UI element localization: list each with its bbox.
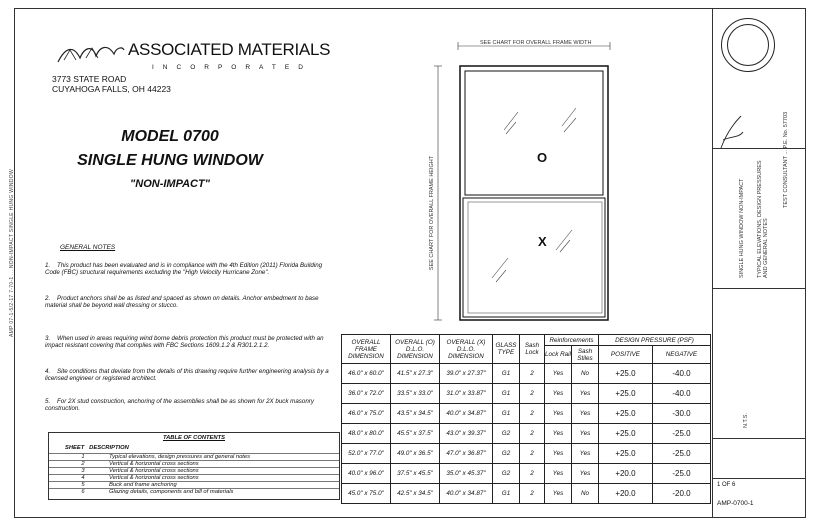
tb-description: TYPICAL ELEVATIONS, DESIGN PRESSURES AND GENERAL NOTES — [757, 160, 769, 278]
cell-stiles: No — [572, 364, 599, 384]
cell-neg: -25.0 — [652, 424, 710, 444]
table-row — [342, 404, 711, 424]
window-frame — [460, 66, 608, 320]
cell-pos: +25.0 — [599, 424, 653, 444]
cell-pos: +25.0 — [599, 404, 653, 424]
note-5: 5. For 2X stud construction, anchoring of the assemblies shall be as shown for 2X buck masonry construction. — [45, 398, 314, 413]
col-design-pressure: DESIGN PRESSURE (PSF) — [599, 335, 711, 346]
toc-row: 3 Vertical & horizontal cross sections — [49, 467, 339, 475]
general-notes-heading: GENERAL NOTES — [60, 244, 116, 251]
product-title: SINGLE HUNG WINDOW — [77, 152, 263, 169]
cell-x: 39.0" x 27.37" — [440, 364, 493, 384]
left-margin-text: AMP 07-1-5/2-17 7-70-1 ... NON-IMPACT SINGLE HUNG WINDOW — [9, 169, 15, 337]
col-frame-dim: OVERALL FRAME DIMENSION — [342, 335, 391, 364]
dim-height-label: SEE CHART FOR OVERALL FRAME HEIGHT — [429, 155, 436, 271]
cell-stiles: Yes — [572, 424, 599, 444]
col-lock: Sash Lock — [520, 335, 545, 364]
note-2: 2. Product anchors shall be as listed and spaced as shown on details. Anchor embedment to base material shall be beyond wall dressing or stucco. — [45, 295, 319, 310]
cell-lock: 2 — [520, 464, 545, 484]
table-row — [342, 484, 711, 504]
toc-row: 2 Vertical & horizontal cross sections — [49, 460, 339, 468]
upper-sash-label: O — [537, 150, 548, 165]
cell-dim: 45.0" x 75.0" — [342, 484, 391, 504]
cell-neg: -30.0 — [652, 404, 710, 424]
col-glass: GLASS TYPE — [493, 335, 520, 364]
col-dlo-x: OVERALL (X) D.L.O. DIMENSION — [440, 335, 493, 364]
toc-header: SHEET DESCRIPTION — [65, 445, 129, 451]
address-line-2: CUYAHOGA FALLS, OH 44223 — [52, 84, 171, 94]
cell-rail: Yes — [545, 384, 572, 404]
cell-x: 43.0" x 39.37" — [440, 424, 493, 444]
cell-stiles: Yes — [572, 404, 599, 424]
note-1: 1. This product has been evaluated and is in compliance with the 4th Edition (2011) Florida Building Code (FBC) structural requirements excluding the "High Velocity Hurricane Zone". — [45, 262, 323, 277]
note-4: 4. Site conditions that deviate from the details of this drawing require further engineering analysis by a licensed engineer or registered architect. — [45, 368, 329, 383]
cell-rail: Yes — [545, 464, 572, 484]
cell-o: 41.5" x 27.3" — [391, 364, 440, 384]
cell-rail: Yes — [545, 444, 572, 464]
cell-o: 45.5" x 37.5" — [391, 424, 440, 444]
cell-dim: 46.0" x 60.0" — [342, 364, 391, 384]
impact-rating: "NON-IMPACT" — [130, 178, 210, 190]
cell-pos: +20.0 — [599, 484, 653, 504]
cell-x: 47.0" x 36.87" — [440, 444, 493, 464]
cell-x: 40.0" x 34.87" — [440, 404, 493, 424]
toc-row: 5 Buck and frame anchoring — [49, 481, 339, 489]
address-line-1: 3773 STATE ROAD — [52, 74, 127, 84]
cell-stiles: Yes — [572, 464, 599, 484]
toc-title: TABLE OF CONTENTS — [162, 435, 226, 441]
cell-neg: -40.0 — [652, 364, 710, 384]
company-name: ASSOCIATED MATERIALS — [128, 40, 331, 59]
cell-lock: 2 — [520, 444, 545, 464]
cell-stiles: Yes — [572, 444, 599, 464]
company-address — [52, 74, 171, 94]
company-incorporated: INCORPORATED — [152, 64, 312, 71]
engineer-signature-icon — [717, 112, 747, 152]
cell-rail: Yes — [545, 364, 572, 384]
table-row — [342, 464, 711, 484]
company-logo-icon — [56, 40, 126, 66]
cell-dim: 36.0" x 72.0" — [342, 384, 391, 404]
cell-lock: 2 — [520, 364, 545, 384]
cell-glass: G1 — [493, 404, 520, 424]
tb-product: SINGLE HUNG WINDOW NON-IMPACT — [739, 178, 745, 278]
toc-row: 6 Glazing details, components and bill of materials — [49, 488, 339, 496]
table-row — [342, 364, 711, 384]
cell-neg: -40.0 — [652, 384, 710, 404]
col-positive: POSITIVE — [599, 346, 653, 364]
cell-rail: Yes — [545, 484, 572, 504]
table-row — [342, 384, 711, 404]
tb-scale: N.T.S. — [743, 413, 749, 428]
title-block — [712, 8, 806, 518]
col-lock-rail: Lock Rail — [545, 346, 572, 364]
cell-glass: G1 — [493, 364, 520, 384]
cell-o: 42.5" x 34.5" — [391, 484, 440, 504]
col-negative: NEGATIVE — [652, 346, 710, 364]
cell-glass: G2 — [493, 444, 520, 464]
cell-o: 33.5" x 33.0" — [391, 384, 440, 404]
col-reinforcements: Reinforcements — [545, 335, 599, 346]
tb-drawing-number: AMP-0700-1 — [717, 500, 754, 507]
lower-sash — [463, 198, 605, 317]
window-elevation — [430, 38, 620, 328]
col-dlo-o: OVERALL (O) D.L.O. DIMENSION — [391, 335, 440, 364]
table-row — [342, 444, 711, 464]
toc-row: 1 Typical elevations, design pressures and general notes — [49, 453, 339, 461]
cell-rail: Yes — [545, 404, 572, 424]
dim-width-label: SEE CHART FOR OVERALL FRAME WIDTH — [480, 40, 592, 46]
cell-dim: 46.0" x 75.0" — [342, 404, 391, 424]
cell-pos: +20.0 — [599, 464, 653, 484]
cell-o: 37.5" x 45.5" — [391, 464, 440, 484]
cell-x: 35.0" x 45.37" — [440, 464, 493, 484]
cell-x: 40.0" x 34.87" — [440, 484, 493, 504]
cell-neg: -25.0 — [652, 464, 710, 484]
lower-sash-label: X — [538, 234, 547, 249]
cell-glass: G2 — [493, 464, 520, 484]
tb-engineer: TEST CONSULTANT ... P.E. No. 57703 — [783, 111, 789, 208]
model-title: MODEL 0700 — [121, 128, 219, 145]
cell-o: 49.0" x 36.5" — [391, 444, 440, 464]
cell-glass: G1 — [493, 484, 520, 504]
cell-dim: 40.0" x 96.0" — [342, 464, 391, 484]
cell-lock: 2 — [520, 424, 545, 444]
cell-stiles: No — [572, 484, 599, 504]
upper-sash — [465, 71, 603, 195]
tb-sheet: 1 OF 6 — [717, 482, 736, 488]
cell-glass: G1 — [493, 384, 520, 404]
cell-dim: 52.0" x 77.0" — [342, 444, 391, 464]
cell-dim: 48.0" x 80.0" — [342, 424, 391, 444]
cell-neg: -20.0 — [652, 484, 710, 504]
cell-neg: -25.0 — [652, 444, 710, 464]
cell-x: 31.0" x 33.87" — [440, 384, 493, 404]
table-row — [342, 424, 711, 444]
cell-pos: +25.0 — [599, 364, 653, 384]
cell-pos: +25.0 — [599, 384, 653, 404]
cell-rail: Yes — [545, 424, 572, 444]
table-of-contents — [48, 432, 340, 500]
cell-o: 43.5" x 34.5" — [391, 404, 440, 424]
cell-glass: G2 — [493, 424, 520, 444]
note-3: 3. When used in areas requiring wind borne debris protection this product must be protected with an impact resistant covering that complies with FBC Sections 1609.1.2 & R301.2.1.2. — [45, 335, 324, 350]
cell-lock: 2 — [520, 404, 545, 424]
col-sash-stiles: Sash Stiles — [572, 346, 599, 364]
cell-stiles: Yes — [572, 384, 599, 404]
cell-lock: 2 — [520, 384, 545, 404]
cell-lock: 2 — [520, 484, 545, 504]
design-pressure-table — [341, 334, 711, 504]
cell-pos: +25.0 — [599, 444, 653, 464]
toc-row: 4 Vertical & horizontal cross sections — [49, 474, 339, 482]
